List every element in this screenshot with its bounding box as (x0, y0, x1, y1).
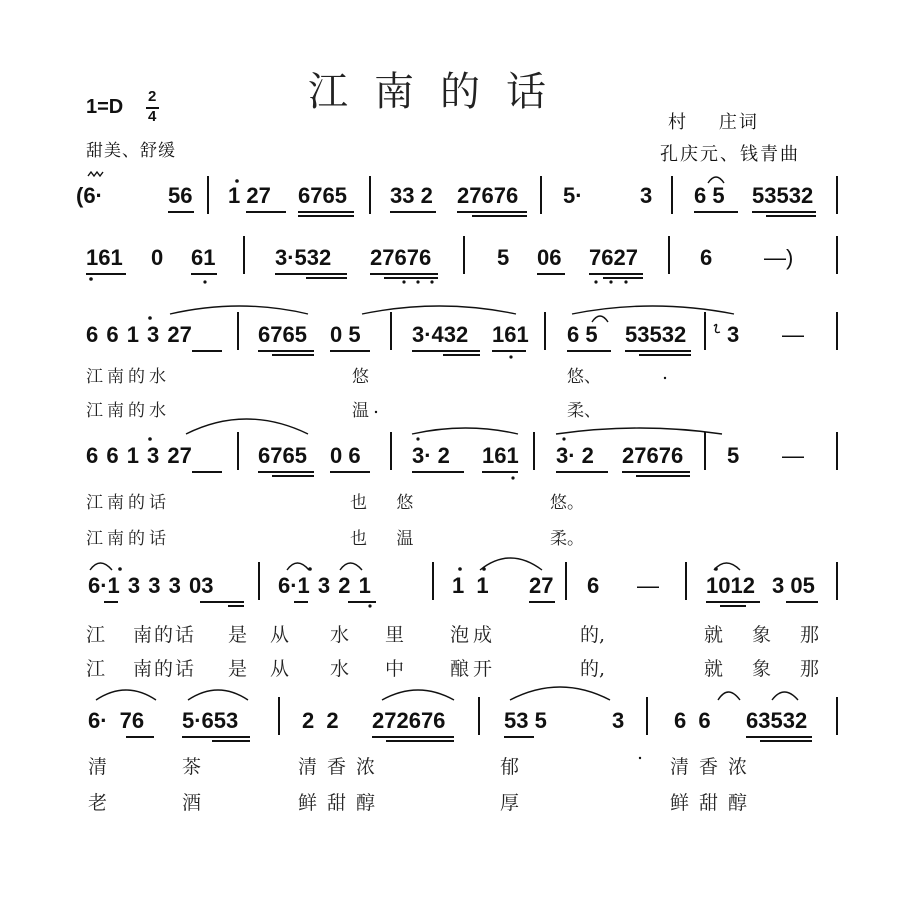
lyric: 清香浓 (670, 756, 758, 778)
note-group: 5 (727, 443, 740, 468)
note-group: 161 (492, 322, 529, 347)
slur (90, 563, 112, 570)
lyric: 南的话 (133, 624, 197, 646)
lyric: 厚 (500, 792, 520, 814)
note-group: 6 6 (674, 708, 711, 733)
lyric: 也 悠 (350, 493, 426, 513)
grace-mark (714, 324, 720, 332)
note-group: 3· 2 (556, 443, 594, 468)
note-group: 0 (151, 245, 164, 270)
note-group: 5· (563, 183, 583, 208)
note-group: 27676 (622, 443, 684, 468)
slur (340, 563, 362, 570)
note-group: 161 (482, 443, 519, 468)
lyric: 从 (270, 624, 290, 646)
note-group: 1012 (706, 573, 755, 598)
note-group: 3 (612, 708, 625, 733)
note-group: 3 (727, 322, 740, 347)
lyric: 就 (704, 658, 724, 680)
slur (572, 306, 734, 314)
lyric: 的, (580, 658, 606, 680)
slur (96, 690, 156, 700)
note-group: 6765 (258, 322, 307, 347)
note-group: 06 (537, 245, 562, 270)
lyric: 老 (88, 792, 108, 814)
lyric: 水 (330, 658, 350, 680)
note-group: 7627 (589, 245, 638, 270)
lyric: 清香浓 (298, 756, 386, 778)
note-group: 6 6 1 3 27 (86, 443, 192, 468)
slur (708, 177, 724, 183)
slur (480, 558, 542, 570)
note-group: 6· 76 (88, 708, 145, 733)
note-group: 6765 (298, 183, 347, 208)
time-signature-top: 2 (148, 88, 157, 105)
note-group: 3·432 (412, 322, 469, 347)
note-group: —) (764, 245, 794, 270)
note-group: 1 1 (452, 573, 489, 598)
note-group: (6· (76, 183, 103, 208)
octave-dots (89, 179, 718, 607)
slur (592, 316, 608, 322)
note-group: 6 5 (694, 183, 725, 208)
note-group: 61 (191, 245, 216, 270)
note-group: 6 6 1 3 27 (86, 322, 192, 347)
lyric: 江南的话 (86, 493, 170, 513)
key-label: 1=D (86, 96, 124, 118)
note-group: 5 (497, 245, 510, 270)
note-group: 27 (529, 573, 554, 598)
slur (772, 692, 798, 700)
lyric: 江南的话 (86, 529, 170, 549)
lyric: 象 (752, 658, 772, 680)
note-group: 3 (640, 183, 653, 208)
note-group: 2 2 (302, 708, 339, 733)
note-group: 161 (86, 245, 123, 270)
lyric: 清 (88, 756, 108, 778)
lyric: 里 (385, 624, 405, 646)
stray-dots (375, 377, 666, 759)
ornament-mark (88, 172, 103, 176)
note-group: 33 2 (390, 183, 433, 208)
note-group: 1 27 (228, 183, 271, 208)
lyric: 悠、 (567, 367, 601, 387)
lyric: 悠。 (550, 493, 584, 513)
note-group: 0 5 (330, 322, 361, 347)
song-title: 江南的话 (308, 69, 572, 115)
lyric: 郁 (500, 756, 520, 778)
slur (556, 428, 722, 434)
lyric: 鲜甜醇 (670, 792, 758, 814)
lyric: 是 (228, 658, 248, 680)
note-group: 3·532 (275, 245, 332, 270)
slur (412, 428, 518, 434)
lyric: 是 (228, 624, 248, 646)
lyric: 那 (800, 658, 820, 680)
slur (170, 306, 308, 314)
note-group: 53 5 (504, 708, 547, 733)
slur (382, 690, 454, 700)
slur (287, 563, 309, 570)
note-group: 56 (168, 183, 193, 208)
slur (714, 563, 740, 570)
note-group: 6765 (258, 443, 307, 468)
lyric: 茶 (182, 756, 202, 778)
lyric: 酿开 (450, 658, 497, 680)
slur (188, 690, 248, 700)
note-group: 6 5 (567, 322, 598, 347)
note-group: — (637, 573, 659, 598)
lyric: 江南的水 (86, 367, 170, 387)
tempo-marking: 甜美、舒缓 (86, 141, 176, 161)
slur (362, 306, 516, 314)
note-group: — (782, 443, 804, 468)
time-signature-bottom: 4 (148, 108, 157, 125)
lyric: 水 (330, 624, 350, 646)
lyric: 江南的水 (86, 401, 170, 421)
note-group: 272676 (372, 708, 446, 733)
note-group: 3· 2 (412, 443, 450, 468)
lyric: 江 (86, 658, 106, 680)
lyric: 那 (800, 624, 820, 646)
note-group: 27676 (457, 183, 519, 208)
note-group: 0 6 (330, 443, 361, 468)
note-group: 53532 (752, 183, 814, 208)
lyric: 中 (385, 658, 405, 680)
note-group: — (782, 322, 804, 347)
lyric: 南的话 (133, 658, 197, 680)
note-group: 27676 (370, 245, 432, 270)
lyric: 泡成 (450, 624, 497, 646)
note-group: 6 (587, 573, 600, 598)
lyricist-credit: 村 庄词 (668, 112, 759, 133)
note-group: 3 05 (772, 573, 815, 598)
slur (186, 419, 308, 434)
lyric: 的, (580, 624, 606, 646)
lyric: 酒 (182, 792, 202, 814)
lyric: 悠 (352, 367, 369, 387)
lyric: 温 (352, 401, 369, 421)
note-group: 6 (700, 245, 713, 270)
lyric: 就 (704, 624, 724, 646)
note-group: 6·1 3 2 1 (278, 573, 371, 598)
lyric: 象 (752, 624, 772, 646)
note-group: 53532 (625, 322, 687, 347)
lyric: 柔。 (550, 529, 584, 549)
note-group: 6·1 3 3 3 03 (88, 573, 214, 598)
note-group: 5·653 (182, 708, 239, 733)
slur (510, 687, 610, 700)
lyric: 鲜甜醇 (298, 792, 386, 814)
composer-credit: 孔庆元、钱青曲 (660, 144, 800, 165)
lyric: 江 (86, 624, 106, 646)
note-group: 63532 (746, 708, 808, 733)
lyric: 从 (270, 658, 290, 680)
slur (718, 692, 740, 700)
lyric: 也 温 (350, 529, 426, 549)
lyric: 柔、 (567, 401, 601, 421)
